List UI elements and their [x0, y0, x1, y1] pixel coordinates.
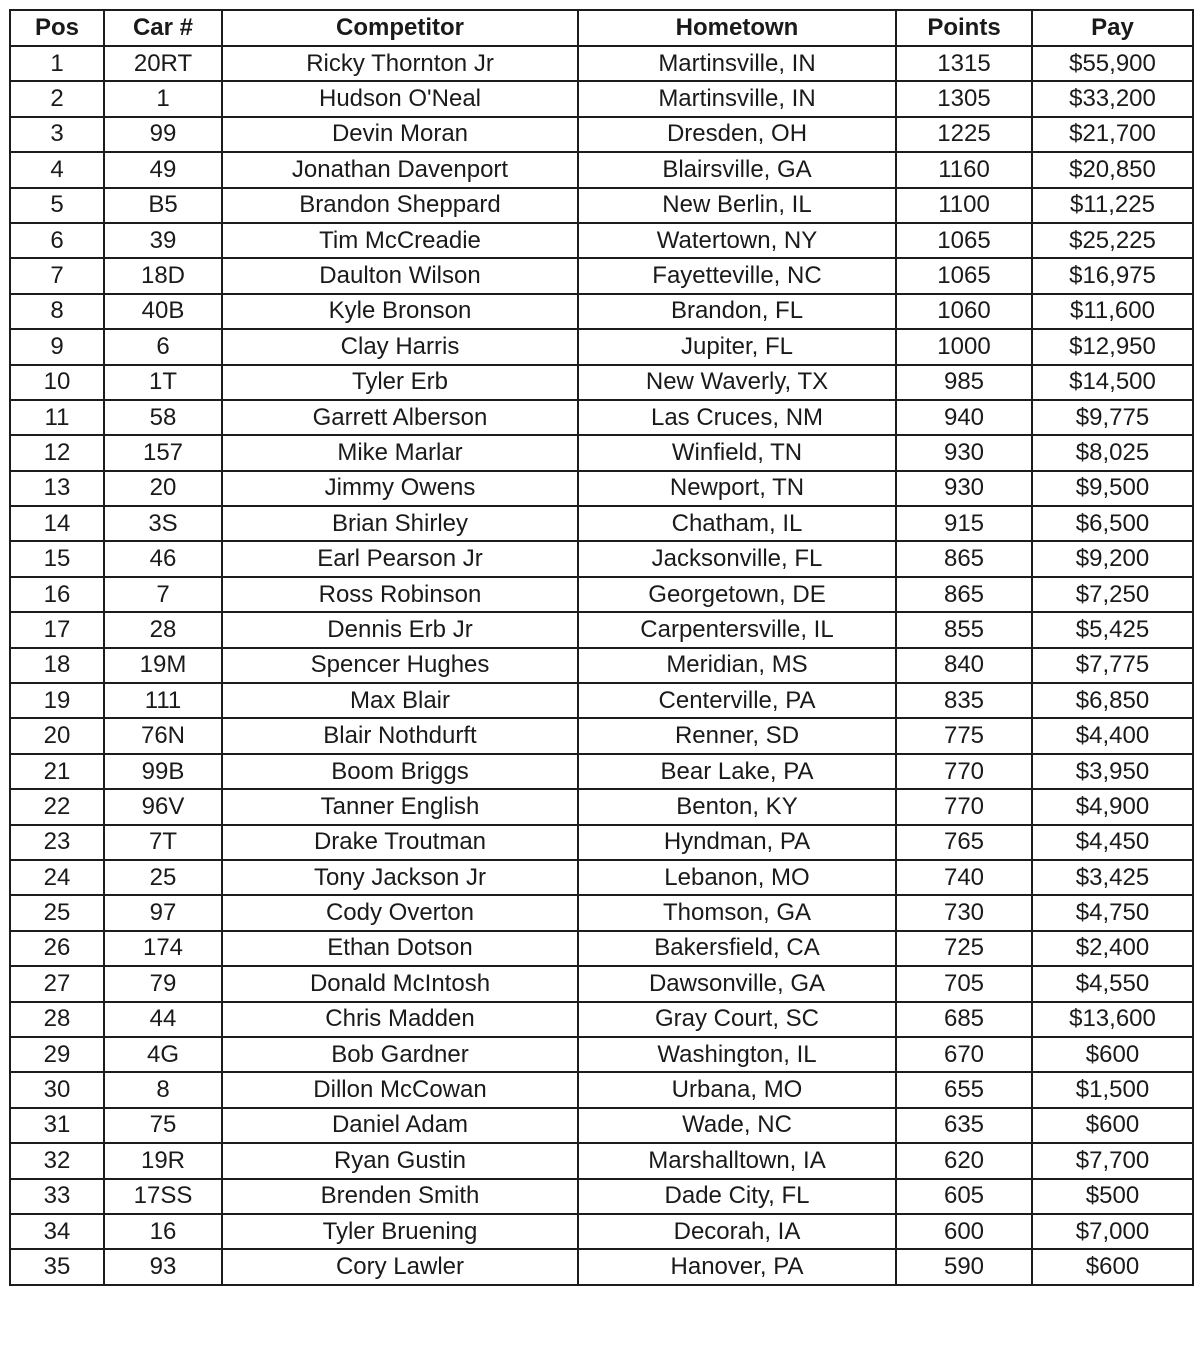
cell-points: 1065: [896, 258, 1032, 293]
table-row: [10, 1249, 1193, 1284]
cell-points: 1160: [896, 152, 1032, 187]
cell-hometown: Hyndman, PA: [578, 825, 896, 860]
cell-competitor: Drake Troutman: [222, 825, 578, 860]
cell-pay: $600: [1032, 1249, 1193, 1284]
table-row: [10, 612, 1193, 647]
cell-hometown: Renner, SD: [578, 718, 896, 753]
cell-competitor: Ryan Gustin: [222, 1143, 578, 1178]
table-row: [10, 825, 1193, 860]
cell-points: 605: [896, 1179, 1032, 1214]
cell-hometown: Martinsville, IN: [578, 81, 896, 116]
cell-competitor: Earl Pearson Jr: [222, 541, 578, 576]
table-row: [10, 365, 1193, 400]
cell-competitor: Dillon McCowan: [222, 1072, 578, 1107]
cell-hometown: Marshalltown, IA: [578, 1143, 896, 1178]
cell-car-number: B5: [104, 188, 222, 223]
cell-competitor: Bob Gardner: [222, 1037, 578, 1072]
cell-points: 635: [896, 1108, 1032, 1143]
cell-car-number: 76N: [104, 718, 222, 753]
table-row: [10, 46, 1193, 81]
cell-pos: 34: [10, 1214, 104, 1249]
cell-car-number: 6: [104, 329, 222, 364]
cell-pay: $1,500: [1032, 1072, 1193, 1107]
cell-pay: $2,400: [1032, 931, 1193, 966]
cell-points: 835: [896, 683, 1032, 718]
cell-competitor: Tanner English: [222, 789, 578, 824]
header-hometown: Hometown: [578, 10, 896, 46]
cell-points: 770: [896, 789, 1032, 824]
table-row: [10, 1214, 1193, 1249]
cell-pos: 11: [10, 400, 104, 435]
table-row: [10, 683, 1193, 718]
cell-pos: 15: [10, 541, 104, 576]
cell-car-number: 44: [104, 1002, 222, 1037]
table-row: [10, 1179, 1193, 1214]
table-row: [10, 966, 1193, 1001]
cell-pos: 10: [10, 365, 104, 400]
cell-hometown: Meridian, MS: [578, 648, 896, 683]
cell-pos: 35: [10, 1249, 104, 1284]
cell-pos: 18: [10, 648, 104, 683]
standings-table: [9, 9, 1194, 1286]
cell-car-number: 39: [104, 223, 222, 258]
cell-hometown: Las Cruces, NM: [578, 400, 896, 435]
cell-competitor: Jonathan Davenport: [222, 152, 578, 187]
cell-pay: $9,200: [1032, 541, 1193, 576]
cell-car-number: 28: [104, 612, 222, 647]
cell-competitor: Donald McIntosh: [222, 966, 578, 1001]
cell-car-number: 99B: [104, 754, 222, 789]
cell-pos: 30: [10, 1072, 104, 1107]
cell-points: 740: [896, 860, 1032, 895]
cell-pos: 28: [10, 1002, 104, 1037]
cell-pay: $11,225: [1032, 188, 1193, 223]
cell-points: 1315: [896, 46, 1032, 81]
cell-points: 940: [896, 400, 1032, 435]
cell-competitor: Cory Lawler: [222, 1249, 578, 1284]
cell-competitor: Chris Madden: [222, 1002, 578, 1037]
cell-competitor: Jimmy Owens: [222, 471, 578, 506]
table-row: [10, 329, 1193, 364]
cell-points: 1305: [896, 81, 1032, 116]
cell-points: 620: [896, 1143, 1032, 1178]
cell-pos: 6: [10, 223, 104, 258]
cell-hometown: Centerville, PA: [578, 683, 896, 718]
table-row: [10, 1002, 1193, 1037]
cell-pay: $4,900: [1032, 789, 1193, 824]
cell-points: 655: [896, 1072, 1032, 1107]
cell-points: 1225: [896, 117, 1032, 152]
cell-pos: 13: [10, 471, 104, 506]
cell-pos: 4: [10, 152, 104, 187]
cell-hometown: Gray Court, SC: [578, 1002, 896, 1037]
cell-points: 685: [896, 1002, 1032, 1037]
header-pay: Pay: [1032, 10, 1193, 46]
cell-pay: $25,225: [1032, 223, 1193, 258]
table-body: [10, 46, 1193, 1285]
cell-car-number: 75: [104, 1108, 222, 1143]
cell-hometown: Watertown, NY: [578, 223, 896, 258]
cell-hometown: New Berlin, IL: [578, 188, 896, 223]
cell-pos: 21: [10, 754, 104, 789]
cell-points: 985: [896, 365, 1032, 400]
table-row: [10, 188, 1193, 223]
cell-points: 915: [896, 506, 1032, 541]
cell-points: 765: [896, 825, 1032, 860]
cell-pos: 22: [10, 789, 104, 824]
cell-car-number: 7: [104, 577, 222, 612]
cell-pay: $5,425: [1032, 612, 1193, 647]
table-row: [10, 1108, 1193, 1143]
cell-pos: 8: [10, 294, 104, 329]
cell-pay: $7,000: [1032, 1214, 1193, 1249]
cell-competitor: Tyler Erb: [222, 365, 578, 400]
cell-pay: $8,025: [1032, 435, 1193, 470]
cell-hometown: Newport, TN: [578, 471, 896, 506]
cell-points: 775: [896, 718, 1032, 753]
cell-pos: 25: [10, 895, 104, 930]
cell-competitor: Boom Briggs: [222, 754, 578, 789]
table-row: [10, 718, 1193, 753]
cell-competitor: Garrett Alberson: [222, 400, 578, 435]
cell-hometown: Georgetown, DE: [578, 577, 896, 612]
cell-pay: $9,500: [1032, 471, 1193, 506]
cell-points: 705: [896, 966, 1032, 1001]
cell-hometown: Dresden, OH: [578, 117, 896, 152]
cell-hometown: Jupiter, FL: [578, 329, 896, 364]
cell-car-number: 4G: [104, 1037, 222, 1072]
cell-pay: $11,600: [1032, 294, 1193, 329]
cell-car-number: 19R: [104, 1143, 222, 1178]
header-row: [10, 10, 1193, 46]
cell-pay: $4,450: [1032, 825, 1193, 860]
table-row: [10, 258, 1193, 293]
table-row: [10, 1143, 1193, 1178]
cell-hometown: Dawsonville, GA: [578, 966, 896, 1001]
cell-pos: 3: [10, 117, 104, 152]
cell-points: 1060: [896, 294, 1032, 329]
cell-pay: $7,700: [1032, 1143, 1193, 1178]
cell-competitor: Daulton Wilson: [222, 258, 578, 293]
cell-competitor: Clay Harris: [222, 329, 578, 364]
table-row: [10, 435, 1193, 470]
cell-car-number: 58: [104, 400, 222, 435]
cell-hometown: Washington, IL: [578, 1037, 896, 1072]
cell-car-number: 17SS: [104, 1179, 222, 1214]
cell-hometown: Bakersfield, CA: [578, 931, 896, 966]
cell-points: 855: [896, 612, 1032, 647]
cell-hometown: Blairsville, GA: [578, 152, 896, 187]
cell-car-number: 49: [104, 152, 222, 187]
table-row: [10, 541, 1193, 576]
cell-points: 1065: [896, 223, 1032, 258]
cell-competitor: Tim McCreadie: [222, 223, 578, 258]
cell-car-number: 99: [104, 117, 222, 152]
cell-hometown: Carpentersville, IL: [578, 612, 896, 647]
cell-points: 1100: [896, 188, 1032, 223]
cell-car-number: 93: [104, 1249, 222, 1284]
header-competitor: Competitor: [222, 10, 578, 46]
table-row: [10, 577, 1193, 612]
table-row: [10, 895, 1193, 930]
cell-pay: $4,400: [1032, 718, 1193, 753]
cell-competitor: Brenden Smith: [222, 1179, 578, 1214]
cell-car-number: 40B: [104, 294, 222, 329]
cell-pay: $12,950: [1032, 329, 1193, 364]
cell-competitor: Ethan Dotson: [222, 931, 578, 966]
cell-pay: $9,775: [1032, 400, 1193, 435]
cell-pos: 14: [10, 506, 104, 541]
cell-pos: 7: [10, 258, 104, 293]
cell-pos: 31: [10, 1108, 104, 1143]
cell-pay: $3,425: [1032, 860, 1193, 895]
cell-pay: $600: [1032, 1108, 1193, 1143]
cell-hometown: Urbana, MO: [578, 1072, 896, 1107]
cell-competitor: Hudson O'Neal: [222, 81, 578, 116]
cell-competitor: Daniel Adam: [222, 1108, 578, 1143]
table-row: [10, 506, 1193, 541]
cell-hometown: Wade, NC: [578, 1108, 896, 1143]
table-row: [10, 931, 1193, 966]
cell-car-number: 25: [104, 860, 222, 895]
cell-competitor: Tony Jackson Jr: [222, 860, 578, 895]
cell-hometown: Lebanon, MO: [578, 860, 896, 895]
cell-points: 590: [896, 1249, 1032, 1284]
cell-points: 930: [896, 471, 1032, 506]
cell-points: 1000: [896, 329, 1032, 364]
cell-car-number: 18D: [104, 258, 222, 293]
cell-car-number: 7T: [104, 825, 222, 860]
cell-car-number: 19M: [104, 648, 222, 683]
cell-points: 865: [896, 541, 1032, 576]
cell-points: 770: [896, 754, 1032, 789]
cell-pay: $4,750: [1032, 895, 1193, 930]
cell-hometown: Fayetteville, NC: [578, 258, 896, 293]
cell-points: 725: [896, 931, 1032, 966]
cell-car-number: 157: [104, 435, 222, 470]
header-car-number: Car #: [104, 10, 222, 46]
cell-pay: $500: [1032, 1179, 1193, 1214]
cell-pay: $20,850: [1032, 152, 1193, 187]
cell-pos: 12: [10, 435, 104, 470]
table-row: [10, 400, 1193, 435]
cell-pos: 23: [10, 825, 104, 860]
cell-car-number: 1T: [104, 365, 222, 400]
cell-pos: 5: [10, 188, 104, 223]
cell-car-number: 96V: [104, 789, 222, 824]
table-row: [10, 152, 1193, 187]
table-row: [10, 860, 1193, 895]
header-points: Points: [896, 10, 1032, 46]
table-row: [10, 471, 1193, 506]
table-row: [10, 1037, 1193, 1072]
cell-pos: 26: [10, 931, 104, 966]
cell-hometown: Benton, KY: [578, 789, 896, 824]
cell-competitor: Devin Moran: [222, 117, 578, 152]
cell-competitor: Spencer Hughes: [222, 648, 578, 683]
cell-pay: $600: [1032, 1037, 1193, 1072]
cell-hometown: Brandon, FL: [578, 294, 896, 329]
cell-competitor: Mike Marlar: [222, 435, 578, 470]
cell-hometown: Chatham, IL: [578, 506, 896, 541]
cell-pos: 33: [10, 1179, 104, 1214]
cell-pay: $21,700: [1032, 117, 1193, 152]
cell-pay: $3,950: [1032, 754, 1193, 789]
cell-car-number: 97: [104, 895, 222, 930]
table-row: [10, 223, 1193, 258]
cell-pay: $16,975: [1032, 258, 1193, 293]
cell-competitor: Blair Nothdurft: [222, 718, 578, 753]
cell-points: 930: [896, 435, 1032, 470]
cell-competitor: Max Blair: [222, 683, 578, 718]
cell-pos: 16: [10, 577, 104, 612]
cell-pay: $7,250: [1032, 577, 1193, 612]
cell-hometown: Hanover, PA: [578, 1249, 896, 1284]
cell-competitor: Kyle Bronson: [222, 294, 578, 329]
cell-car-number: 174: [104, 931, 222, 966]
cell-car-number: 46: [104, 541, 222, 576]
cell-pos: 32: [10, 1143, 104, 1178]
cell-pay: $13,600: [1032, 1002, 1193, 1037]
table-row: [10, 294, 1193, 329]
cell-hometown: Dade City, FL: [578, 1179, 896, 1214]
cell-pay: $6,500: [1032, 506, 1193, 541]
cell-pos: 2: [10, 81, 104, 116]
cell-car-number: 79: [104, 966, 222, 1001]
cell-pay: $14,500: [1032, 365, 1193, 400]
cell-points: 730: [896, 895, 1032, 930]
cell-car-number: 16: [104, 1214, 222, 1249]
table-row: [10, 789, 1193, 824]
cell-pos: 17: [10, 612, 104, 647]
cell-pos: 9: [10, 329, 104, 364]
cell-competitor: Brian Shirley: [222, 506, 578, 541]
cell-points: 840: [896, 648, 1032, 683]
cell-car-number: 20RT: [104, 46, 222, 81]
cell-pay: $7,775: [1032, 648, 1193, 683]
cell-pos: 1: [10, 46, 104, 81]
cell-competitor: Ross Robinson: [222, 577, 578, 612]
table-row: [10, 1072, 1193, 1107]
cell-car-number: 111: [104, 683, 222, 718]
cell-competitor: Tyler Bruening: [222, 1214, 578, 1249]
cell-car-number: 1: [104, 81, 222, 116]
cell-hometown: Martinsville, IN: [578, 46, 896, 81]
cell-hometown: Winfield, TN: [578, 435, 896, 470]
table-row: [10, 81, 1193, 116]
cell-pay: $6,850: [1032, 683, 1193, 718]
cell-pay: $55,900: [1032, 46, 1193, 81]
cell-hometown: Thomson, GA: [578, 895, 896, 930]
cell-competitor: Dennis Erb Jr: [222, 612, 578, 647]
cell-pay: $4,550: [1032, 966, 1193, 1001]
cell-car-number: 8: [104, 1072, 222, 1107]
cell-pos: 19: [10, 683, 104, 718]
cell-car-number: 20: [104, 471, 222, 506]
cell-hometown: New Waverly, TX: [578, 365, 896, 400]
cell-pos: 20: [10, 718, 104, 753]
cell-points: 600: [896, 1214, 1032, 1249]
cell-competitor: Ricky Thornton Jr: [222, 46, 578, 81]
table-row: [10, 117, 1193, 152]
cell-points: 670: [896, 1037, 1032, 1072]
cell-car-number: 3S: [104, 506, 222, 541]
cell-competitor: Brandon Sheppard: [222, 188, 578, 223]
table-header: [10, 10, 1193, 46]
cell-pos: 29: [10, 1037, 104, 1072]
table-row: [10, 648, 1193, 683]
header-pos: Pos: [10, 10, 104, 46]
cell-hometown: Decorah, IA: [578, 1214, 896, 1249]
cell-competitor: Cody Overton: [222, 895, 578, 930]
cell-points: 865: [896, 577, 1032, 612]
cell-pos: 24: [10, 860, 104, 895]
cell-pos: 27: [10, 966, 104, 1001]
cell-hometown: Bear Lake, PA: [578, 754, 896, 789]
cell-hometown: Jacksonville, FL: [578, 541, 896, 576]
cell-pay: $33,200: [1032, 81, 1193, 116]
table-row: [10, 754, 1193, 789]
